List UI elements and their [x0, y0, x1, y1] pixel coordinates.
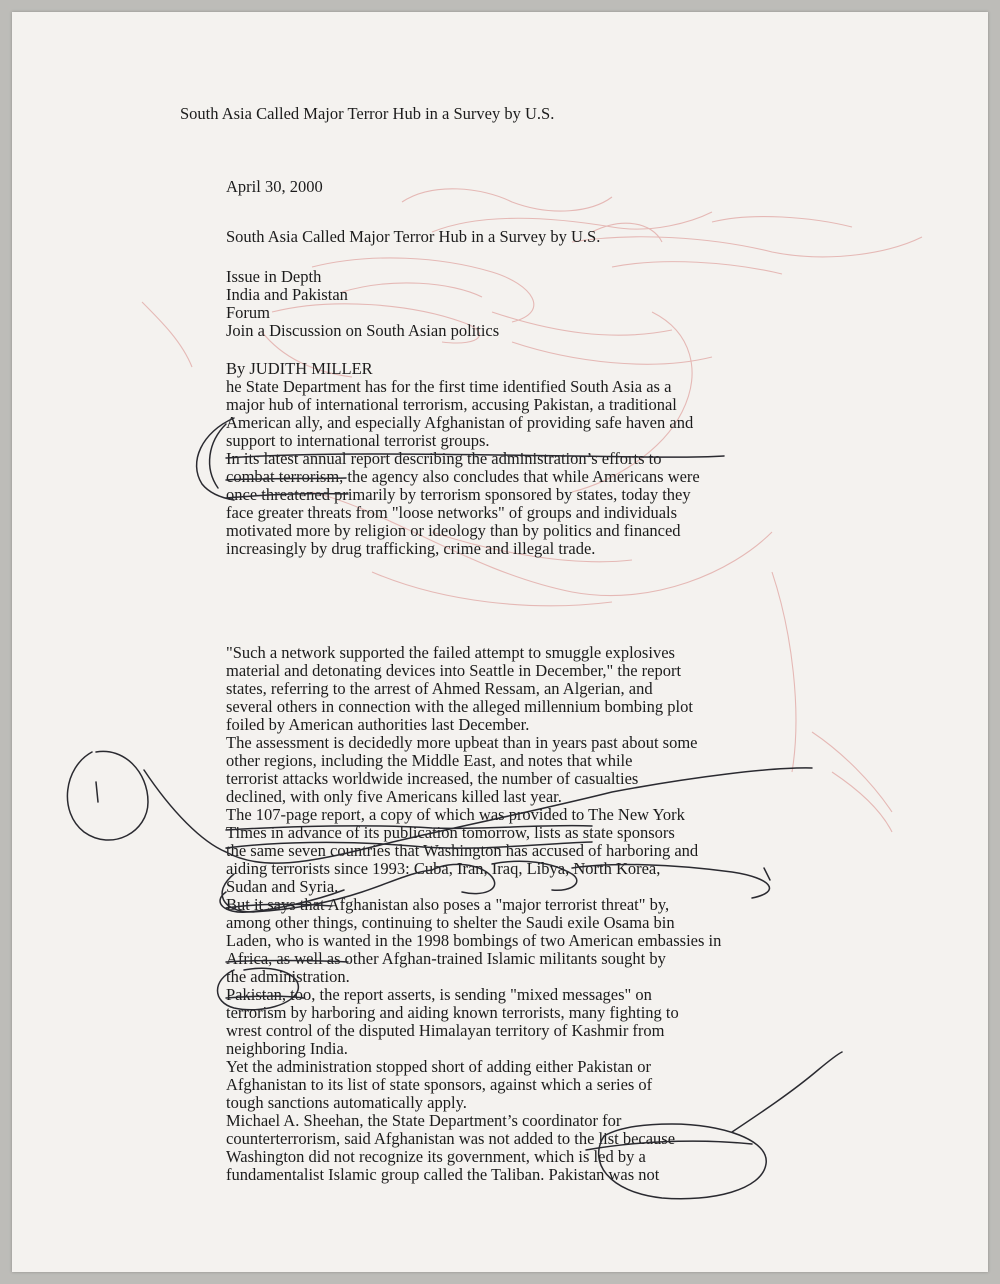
text-line: But it says that Afghanistan also poses a "major terrorist threat" by, — [226, 895, 670, 914]
text-line: Washington did not recognize its government, which is led by a — [226, 1147, 646, 1166]
date-text: April 30, 2000 — [226, 177, 323, 196]
text-line: Africa, as well as other Afghan-trained Islamic militants sought by — [226, 949, 666, 968]
circle-mark — [67, 751, 148, 840]
text-line: motivated more by religion or ideology than by politics and financed — [226, 521, 681, 540]
text-line: fundamentalist Islamic group called the Taliban. Pakistan was not — [226, 1165, 660, 1184]
text-line: material and detonating devices into Seattle in December," the report — [226, 661, 682, 680]
text-line: The assessment is decidedly more upbeat than in years past about some — [226, 733, 698, 752]
meta-line: India and Pakistan — [226, 285, 348, 304]
text-line: Pakistan, too, the report asserts, is sending "mixed messages" on — [226, 985, 652, 1004]
text-line: the same seven countries that Washington has accused of harboring and — [226, 841, 699, 860]
text-line: Yet the administration stopped short of adding either Pakistan or — [226, 1057, 651, 1076]
text-line: several others in connection with the alleged millennium bombing plot — [226, 697, 693, 716]
text-line: tough sanctions automatically apply. — [226, 1093, 467, 1112]
article-block-2 — [226, 644, 826, 1184]
text-line: terrorist attacks worldwide increased, the number of casualties — [226, 769, 639, 788]
article-title — [226, 228, 826, 246]
text-line: terrorism by harboring and aiding known terrorists, many fighting to — [226, 1003, 679, 1022]
text-line: The 107-page report, a copy of which was provided to The New York — [226, 805, 685, 824]
text-line: he State Department has for the first time identified South Asia as a — [226, 377, 672, 396]
text-line: American ally, and especially Afghanistan of providing safe haven and — [226, 413, 694, 432]
text-line: Times in advance of its publication tomorrow, lists as state sponsors — [226, 823, 675, 842]
text-line: In its latest annual report describing the administration’s efforts to — [226, 449, 662, 468]
text-line: declined, with only five Americans killed last year. — [226, 787, 562, 806]
text-line: other regions, including the Middle East, and notes that while — [226, 751, 633, 770]
text-line: states, referring to the arrest of Ahmed Ressam, an Algerian, and — [226, 679, 653, 698]
text-line: increasingly by drug trafficking, crime and illegal trade. — [226, 539, 596, 558]
article-meta — [226, 268, 826, 340]
text-line: wrest control of the disputed Himalayan territory of Kashmir from — [226, 1021, 665, 1040]
bracket-mark — [210, 424, 226, 488]
document-page — [12, 12, 988, 1272]
text-line: Michael A. Sheehan, the State Department’s coordinator for — [226, 1111, 622, 1130]
text-line: counterterrorism, said Afghanistan was not added to the list because — [226, 1129, 676, 1148]
article-title-text: South Asia Called Major Terror Hub in a Survey by U.S. — [226, 227, 601, 246]
numeral-mark — [96, 782, 98, 802]
text-line: neighboring India. — [226, 1039, 348, 1058]
text-line: Sudan and Syria. — [226, 877, 339, 896]
text-line: among other things, continuing to shelter the Saudi exile Osama bin — [226, 913, 675, 932]
meta-line: Forum — [226, 303, 271, 322]
text-line: once threatened primarily by terrorism sponsored by states, today they — [226, 485, 691, 504]
text-line: Laden, who is wanted in the 1998 bombings of two American embassies in — [226, 931, 722, 950]
page-header-title: South Asia Called Major Terror Hub in a Survey by U.S. — [180, 104, 555, 123]
text-line: face greater threats from "loose networks" of groups and individuals — [226, 503, 678, 522]
text-line: aiding terrorists since 1993: Cuba, Iran, Iraq, Libya, North Korea, — [226, 859, 661, 878]
text-line: the administration. — [226, 967, 350, 986]
meta-line: Join a Discussion on South Asian politics — [226, 321, 500, 340]
text-line: major hub of international terrorism, accusing Pakistan, a traditional — [226, 395, 677, 414]
meta-line: Issue in Depth — [226, 267, 322, 286]
byline — [226, 360, 826, 378]
text-line: support to international terrorist groups. — [226, 431, 490, 450]
article-date — [226, 178, 826, 196]
text-line: "Such a network supported the failed attempt to smuggle explosives — [226, 643, 675, 662]
text-line: Afghanistan to its list of state sponsors, against which a series of — [226, 1075, 653, 1094]
text-line: foiled by American authorities last December. — [226, 715, 530, 734]
article-block-1 — [226, 378, 826, 558]
byline-text: By JUDITH MILLER — [226, 359, 373, 378]
text-line: combat terrorism, the agency also concludes that while Americans were — [226, 467, 700, 486]
